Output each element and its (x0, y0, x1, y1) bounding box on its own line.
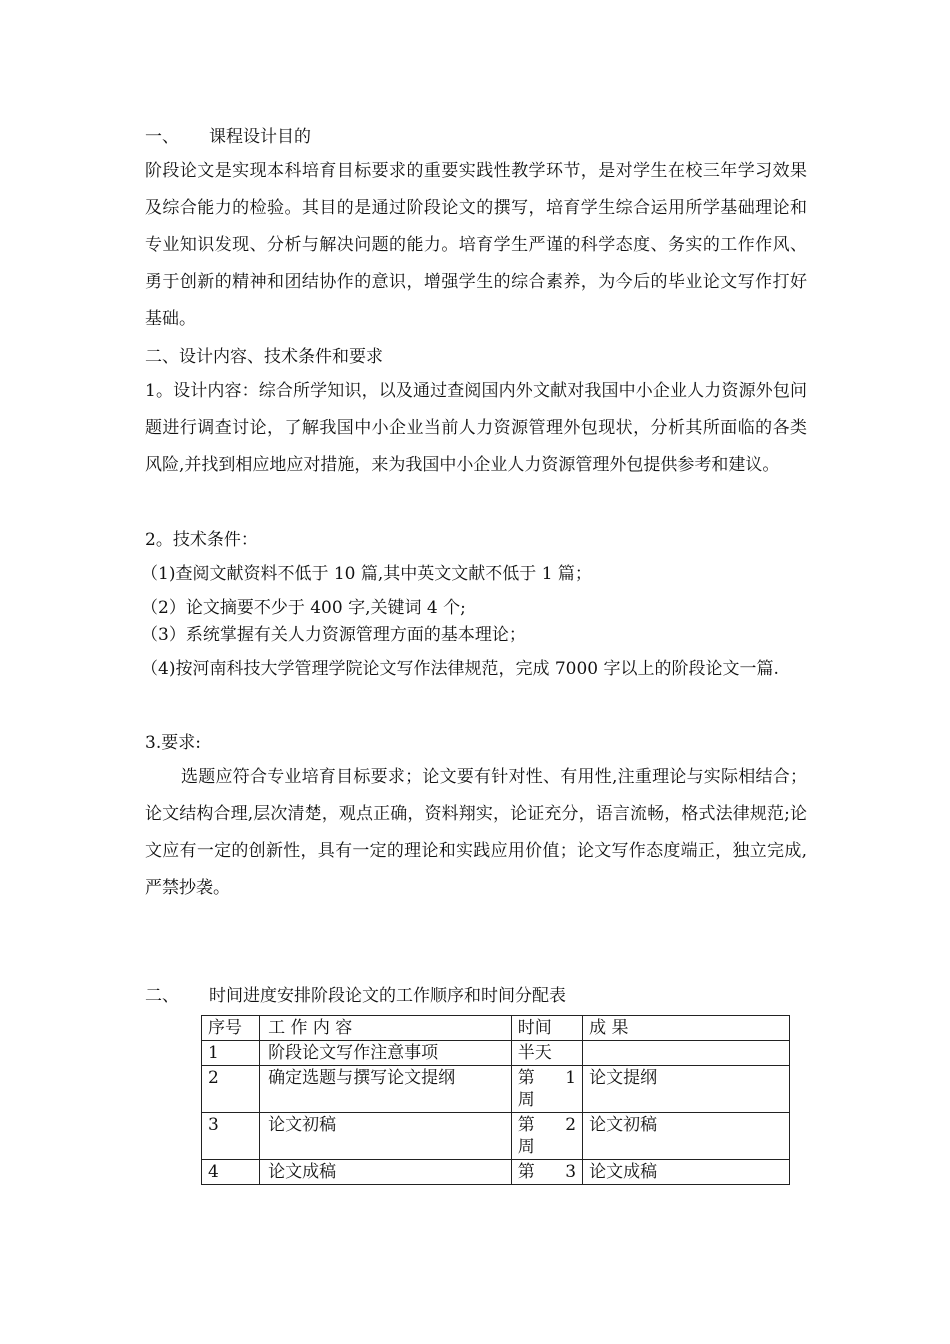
section-title: 时间进度安排阶段论文的工作顺序和时间分配表 (209, 986, 566, 1006)
tech-item-1: （1)查阅文献资料不低于 10 篇,其中英文文献不低于 1 篇； (141, 564, 592, 584)
row-result: 论文提纲 (583, 1066, 790, 1113)
row-task: 论文成稿 (260, 1160, 512, 1185)
header-cell: 序号 (202, 1016, 260, 1041)
time-prefix: 第 (517, 1162, 535, 1182)
design-content-paragraph: 1。设计内容：综合所学知识，以及通过查阅国内外文献对我国中小企业人力资源外包问题进行调查讨论，了解我国中小企业当前人力资源管理外包现状，分析其所面临的各类风险,并找到相应地应对措施，来为我国中小企业人力资源管理外包提供参考和建议。 (145, 381, 807, 475)
row-result: 论文初稿 (583, 1113, 790, 1160)
section-heading-3 (145, 986, 566, 1006)
row-time: 半天 (511, 1041, 582, 1066)
tech-conditions-title: 2。技术条件： (145, 530, 258, 550)
tech-item-2: （2）论文摘要不少于 400 字,关键词 4 个; (141, 598, 466, 618)
row-result: 论文成稿 (583, 1160, 790, 1185)
tech-item-3: （3）系统掌握有关人力资源管理方面的基本理论； (141, 625, 526, 645)
row-time (511, 1160, 582, 1185)
requirements-body: 选题应符合专业培育目标要求；论文要有针对性、有用性,注重理论与实际相结合；论文结构合理,层次清楚，观点正确，资料翔实，论证充分，语言流畅，格式法律规范;论文应有一定的创新性，具有一定的理论和实践应用价值；论文写作态度端正，独立完成,严禁抄袭。 (145, 767, 807, 898)
section1-body: 阶段论文是实现本科培育目标要求的重要实践性教学环节，是对学生在校三年学习效果及综合能力的检验。其目的是通过阶段论文的撰写，培育学生综合运用所学基础理论和专业知识发现、分析与解决问题的能力。培育学生严谨的科学态度、务实的工作作风、勇于创新的精神和团结协作的意识，增强学生的综合素养，为今后的毕业论文写作打好基础。 (145, 161, 807, 329)
row-number: 2 (202, 1066, 260, 1113)
time-prefix: 第 (517, 1068, 535, 1088)
section-number: 一、 (145, 127, 179, 147)
table-row (202, 1066, 790, 1113)
time-suffix: 周 (517, 1090, 535, 1110)
row-number: 4 (202, 1160, 260, 1185)
schedule-table (201, 1015, 790, 1185)
time-week-number: 3 (565, 1162, 577, 1182)
header-cell: 时间 (511, 1016, 582, 1041)
row-number: 1 (202, 1041, 260, 1066)
section-heading-1 (145, 127, 311, 147)
section-heading-2: 二、设计内容、技术条件和要求 (145, 347, 383, 367)
time-prefix: 第 (517, 1115, 535, 1135)
header-cell: 成 果 (583, 1016, 790, 1041)
requirements-title: 3.要求: (145, 733, 201, 753)
section-number: 二、 (145, 986, 179, 1006)
time-suffix: 周 (517, 1137, 535, 1157)
row-number: 3 (202, 1113, 260, 1160)
row-task: 确定选题与撰写论文提纲 (260, 1066, 512, 1113)
tech-item-4: （4)按河南科技大学管理学院论文写作法律规范，完成 7000 字以上的阶段论文一篇. (141, 659, 779, 679)
row-task: 论文初稿 (260, 1113, 512, 1160)
time-week-number: 1 (565, 1068, 577, 1088)
row-time (511, 1066, 582, 1113)
table-row (202, 1041, 790, 1066)
table-row (202, 1113, 790, 1160)
time-week-number: 2 (565, 1115, 577, 1135)
header-cell: 工 作 内 容 (260, 1016, 512, 1041)
section-title: 课程设计目的 (209, 127, 311, 147)
row-task: 阶段论文写作注意事项 (260, 1041, 512, 1066)
table-header-row (202, 1016, 790, 1041)
row-result (583, 1041, 790, 1066)
row-time (511, 1113, 582, 1160)
table-row (202, 1160, 790, 1185)
